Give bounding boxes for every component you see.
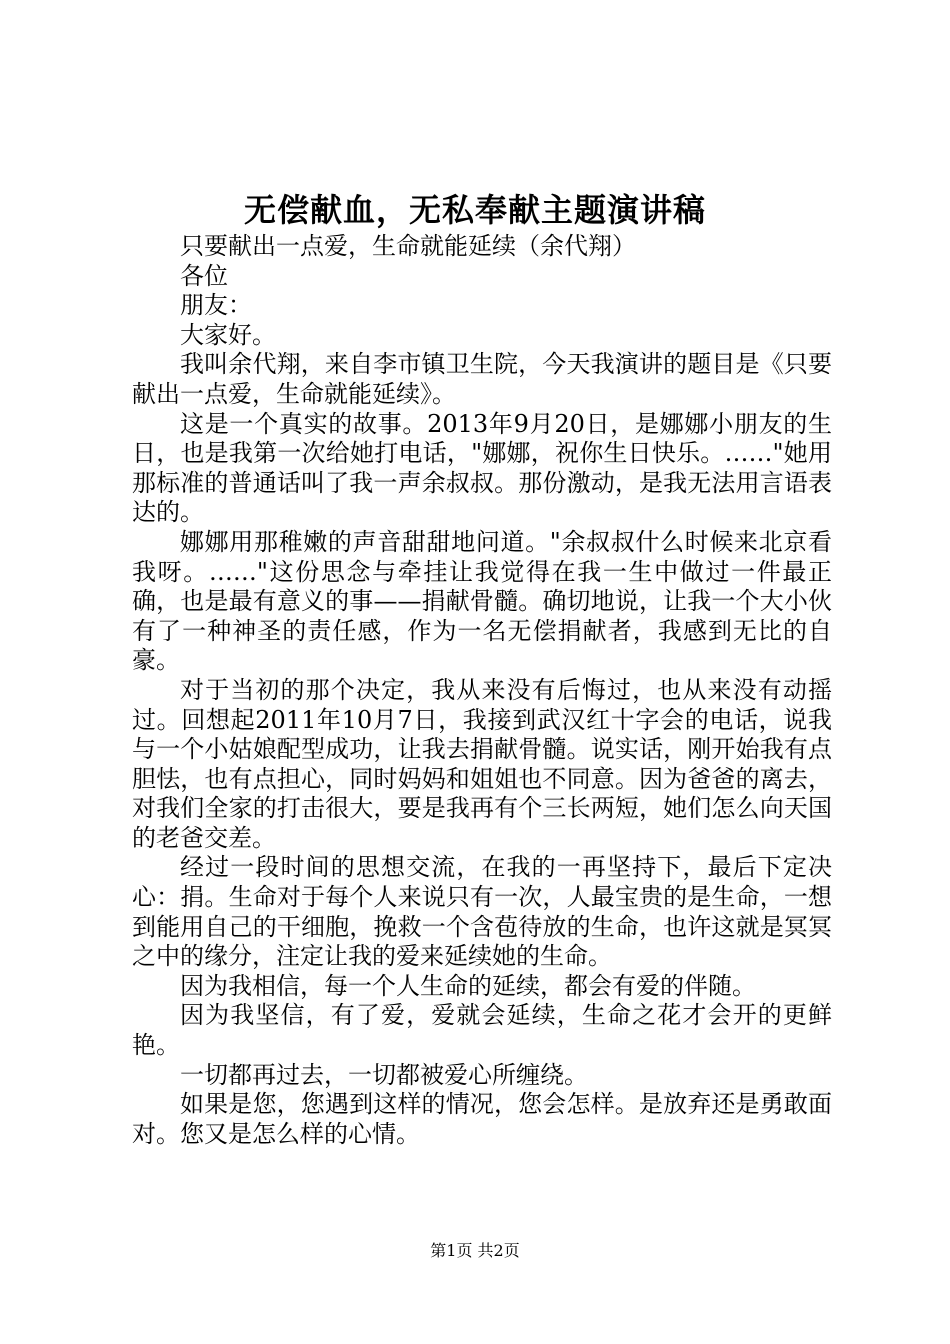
paragraph-story-3: 对于当初的那个决定，我从来没有后悔过，也从来没有动摇过。回想起2011年10月7日，我接到武汉红十字会的电话，说我与一个小姑娘配型成功，让我去捐献骨髓。说实话，刚开始我有点胆怯，也有点担心，同时妈妈和姐姐也不同意。因为爸爸的离去，对我们全家的打击很大，要是我再有个三长两短，她们怎么向天国的老爸交差。	[132, 675, 832, 852]
paragraph-subtitle: 只要献出一点爱，生命就能延续（余代翔）	[180, 232, 636, 260]
paragraph-story-1: 这是一个真实的故事。2013年9月20日，是娜娜小朋友的生日，也是我第一次给她打电话，"娜娜，祝你生日快乐。……"她用那标准的普通话叫了我一声余叔叔。那份激动，是我无法用言语表达的。	[132, 409, 832, 527]
paragraph-intro: 我叫余代翔，来自李市镇卫生院，今天我演讲的题目是《只要献出一点爱，生命就能延续》。	[132, 350, 832, 408]
page-footer: 第1页 共2页	[430, 1241, 520, 1260]
paragraph-story-2: 娜娜用那稚嫩的声音甜甜地问道。"余叔叔什么时候来北京看我呀。……"这份思念与牵挂让我觉得在我一生中做过一件最正确，也是最有意义的事——捐献骨髓。确切地说，让我一个大小伙有了一种神圣的责任感，作为一名无偿捐献者，我感到无比的自豪。	[132, 527, 832, 675]
paragraph-salutation-1: 各位	[180, 261, 228, 290]
paragraph-belief-1: 因为我相信，每一个人生命的延续，都会有爱的伴随。	[180, 971, 756, 1000]
paragraph-belief-3: 一切都再过去，一切都被爱心所缠绕。	[180, 1060, 588, 1089]
paragraph-salutation-2: 朋友：	[180, 291, 252, 320]
paragraph-question: 如果是您，您遇到这样的情况，您会怎样。是放弃还是勇敢面对。您又是怎么样的心情。	[132, 1090, 832, 1148]
paragraph-greeting: 大家好。	[180, 320, 276, 349]
paragraph-story-4: 经过一段时间的思想交流，在我的一再坚持下，最后下定决心：捐。生命对于每个人来说只有一次，人最宝贵的是生命，一想到能用自己的干细胞，挽救一个含苞待放的生命，也许这就是冥冥之中的缘分，注定让我的爱来延续她的生命。	[132, 853, 832, 971]
document-body	[132, 232, 832, 1149]
paragraph-belief-2: 因为我坚信，有了爱，爱就会延续，生命之花才会开的更鲜艳。	[132, 1001, 832, 1060]
document-title: 无偿献血，无私奉献主题演讲稿	[243, 191, 706, 229]
